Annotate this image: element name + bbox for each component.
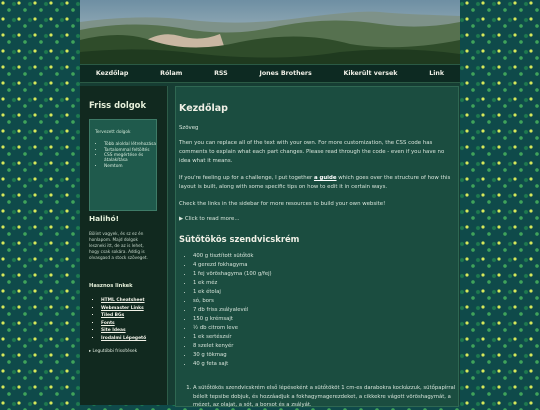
read-more-toggle[interactable]: ▶ Click to read more... <box>179 216 240 222</box>
planned-items-list <box>96 142 160 170</box>
ingredient-item: • ½ db citrom leve <box>193 324 272 333</box>
ingredient-item: • 150 g krémsajt <box>193 315 272 324</box>
page-container <box>80 0 460 409</box>
ingredient-item: • 1 ek étolaj <box>193 288 272 297</box>
sidebar <box>80 86 168 405</box>
header-banner-image <box>80 0 460 64</box>
ingredient-item: • 1 fej vöröshagyma (100 g/fej) <box>193 270 272 279</box>
greeting-text: Bölint vagyek, és sz ez én honlapom. Majd dolgok leszneki itt, de az is lehet, hogy csak sokára. Addig is olvasgasd a stock szöveget. <box>89 231 148 260</box>
recipe-title: Sütőtökös szendvicskrém <box>179 234 300 244</box>
intro-paragraph: Then you can replace all of the text with your own. For more customization, the CSS code has comments to explain what each part changes. Please read through the code - even if you have no idea what it means. <box>179 140 445 164</box>
guide-link[interactable]: a guide <box>313 175 337 181</box>
useful-links-title: Hasznos linkek <box>89 283 133 289</box>
page-title: Kezdőlap <box>179 103 228 114</box>
nav-link-link[interactable]: Link <box>429 70 445 77</box>
greeting-title: Halihó! <box>89 214 119 223</box>
nav-link-kezdolap[interactable]: Kezdőlap <box>95 70 129 77</box>
ingredient-item: • 400 g tisztított sütőtök <box>193 252 272 261</box>
planned-item: • CSS megértése és átalakítása <box>104 153 160 163</box>
nav-link-kikerult-versek[interactable]: Kikerült versek <box>343 70 398 77</box>
ingredient-list <box>179 252 272 369</box>
recipe-steps <box>179 384 461 410</box>
link-fonts[interactable]: ▪ Fonts <box>101 320 177 328</box>
planned-item: • Több aloldal létrehozása <box>104 142 160 147</box>
link-site-ideas[interactable]: ▪ Site Ideas <box>101 327 177 335</box>
planned-item: • Nemtom <box>104 164 160 169</box>
link-irodalmi-lepegeto[interactable]: ▪ Irodalmi Lépegető <box>101 335 177 343</box>
ingredient-item: • 4 gerezd fokhagyma <box>193 261 272 270</box>
nav-link-rss[interactable]: RSS <box>214 70 228 77</box>
ingredient-item: • 40 g feta sajt <box>193 360 272 369</box>
ingredient-item: • 7 db friss zsályalevél <box>193 306 272 315</box>
guide-text-before: If you're feeling up for a challenge, I put together <box>179 175 314 181</box>
nav-link-rolam[interactable]: Rólam <box>160 70 183 77</box>
top-navigation <box>80 64 460 83</box>
ingredient-item: • 8 szelet kenyér <box>193 342 272 351</box>
ingredient-item: • só, bors <box>193 297 272 306</box>
recipe-step: 1. A sütőtökös szendvicskrém első lépéseként a sütőtököt 1 cm-es darabokra kockázzuk, sütőpapírral bélelt tepsibe dobjuk, és hozzáadjuk a fokhagymagerezdeket, a cikkekre vágott vöröshagymát, a mézet, az olajat, a sót, a borsot és a zsályát. <box>193 384 461 410</box>
link-tiled-bgs[interactable]: ▪ Tiled BGs <box>101 312 177 320</box>
sidebar-hint-paragraph: Check the links in the sidebar for more resources to build your own website! <box>179 201 386 207</box>
guide-paragraph <box>179 174 454 192</box>
planned-items-box <box>89 119 157 211</box>
main-content <box>175 86 459 407</box>
recent-updates-toggle[interactable]: ▸ Legutóbbi frissítések <box>89 349 138 354</box>
ingredient-item: • 1 ek méz <box>193 279 272 288</box>
planned-items-title: Tervezett dolgok <box>95 130 131 135</box>
ingredient-item: • 30 g tökmag <box>193 351 272 360</box>
guide-text-after: which goes over the structure of how this layout is built, along with some specific tips on how to edit it in certain ways. <box>179 175 451 190</box>
link-html-cheatsheet[interactable]: ▪ HTML Cheatsheet <box>101 297 177 305</box>
link-webmaster-links[interactable]: ▪ Webmaster Links <box>101 305 177 313</box>
planned-item: • Tartalommal feltöltés <box>104 148 160 153</box>
ingredient-item: • 1 ek sertészsír <box>193 333 272 342</box>
useful-links-list <box>89 297 177 343</box>
nav-link-jones-brothers[interactable]: Jones Brothers <box>259 70 312 77</box>
page-subtitle: Szöveg <box>179 125 199 131</box>
sidebar-title: Friss dolgok <box>89 100 147 110</box>
